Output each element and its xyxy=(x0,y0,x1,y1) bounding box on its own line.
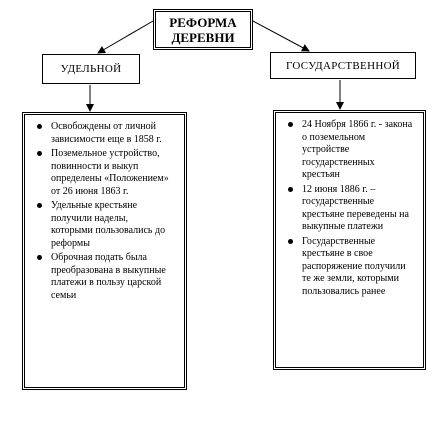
category-udelnoy-label: УДЕЛЬНОЙ xyxy=(60,63,122,75)
bullet-icon xyxy=(37,255,42,260)
bullet-icon xyxy=(288,187,293,192)
list-item: Поземельное устройство, повинности и выкуп определены «Положением» от 26 июня 1863 г. xyxy=(29,148,180,198)
bullet-icon xyxy=(288,122,293,127)
category-gosudarstvennoy-label: ГОСУДАРСТВЕННОЙ xyxy=(285,59,401,72)
gosudarstvennoy-details-box xyxy=(273,110,426,370)
category-udelnoy-box xyxy=(42,54,140,84)
arrow-to-udelnoy xyxy=(98,21,153,53)
udelnoy-details-list xyxy=(29,121,180,302)
bullet-icon xyxy=(37,124,42,129)
list-item: Освобождены от личной зависимости еще в 1858 г. xyxy=(29,121,180,146)
bullet-icon xyxy=(37,203,42,208)
list-item: Государственные крестьяне в свое распоряжение получили те же земли, которыми пользовались ранее xyxy=(280,236,419,299)
bullet-icon xyxy=(37,151,42,156)
gosudarstvennoy-details-list xyxy=(280,119,419,298)
category-gosudarstvennoy-box xyxy=(270,52,416,79)
list-item: Удельные крестьяне получили наделы, которыми пользовались до реформы xyxy=(29,200,180,250)
reform-title: РЕФОРМА ДЕРЕВНИ xyxy=(169,14,237,45)
udelnoy-details-box xyxy=(22,112,187,390)
list-item: 12 июня 1886 г. – государственные крестьяне переведены на выкупные платежи xyxy=(280,184,419,234)
list-item: Оброчная подать была преобразована в выкупные платежи в пользу царской семьи xyxy=(29,252,180,302)
bullet-icon xyxy=(288,239,293,244)
arrow-to-gosudarstvennoy xyxy=(253,21,309,51)
reform-title-box xyxy=(153,9,253,50)
list-item: 24 Ноября 1866 г. - закона о поземельном устройстве государственных крестьян xyxy=(280,119,419,182)
